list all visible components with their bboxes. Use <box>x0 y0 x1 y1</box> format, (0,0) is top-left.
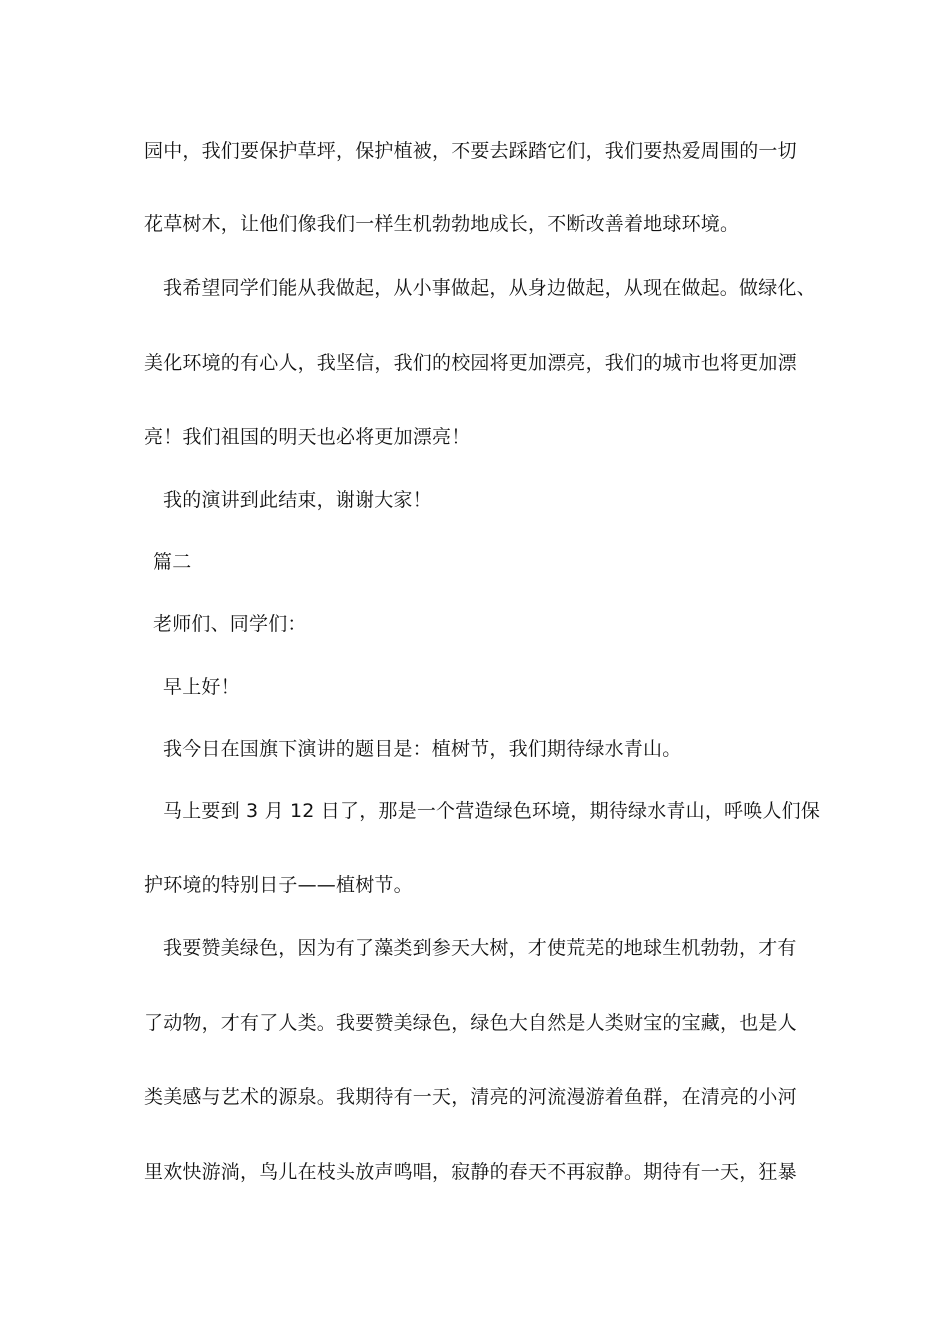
paragraph-line: 我的演讲到此结束，谢谢大家！ <box>163 489 432 511</box>
paragraph-line: 马上要到 3 月 12 日了，那是一个营造绿色环境，期待绿水青山，呼唤人们保 <box>163 800 821 822</box>
paragraph-line: 园中，我们要保护草坪，保护植被，不要去踩踏它们，我们要热爱周围的一切 <box>144 140 797 162</box>
paragraph-line: 里欢快游淌，鸟儿在枝头放声鸣唱，寂静的春天不再寂静。期待有一天，狂暴 <box>144 1161 797 1183</box>
paragraph-line: 我希望同学们能从我做起，从小事做起，从身边做起，从现在做起。做绿化、 <box>163 277 816 299</box>
section-heading: 篇二 <box>153 551 192 573</box>
paragraph-line: 花草树木，让他们像我们一样生机勃勃地成长，不断改善着地球环境。 <box>144 213 740 235</box>
paragraph-line: 我要赞美绿色，因为有了藻类到参天大树，才使荒芜的地球生机勃勃，才有 <box>163 937 797 959</box>
paragraph-line: 亮！我们祖国的明天也必将更加漂亮！ <box>144 426 471 448</box>
paragraph-line: 护环境的特别日子——植树节。 <box>144 874 413 896</box>
paragraph-line: 了动物，才有了人类。我要赞美绿色，绿色大自然是人类财宝的宝藏，也是人 <box>144 1012 797 1034</box>
greeting: 早上好！ <box>163 676 240 698</box>
paragraph-line: 类美感与艺术的源泉。我期待有一天，清亮的河流漫游着鱼群，在清亮的小河 <box>144 1086 797 1108</box>
salutation: 老师们、同学们： <box>153 613 307 635</box>
paragraph-line: 我今日在国旗下演讲的题目是：植树节，我们期待绿水青山。 <box>163 738 682 760</box>
paragraph-line: 美化环境的有心人，我坚信，我们的校园将更加漂亮，我们的城市也将更加漂 <box>144 352 797 374</box>
